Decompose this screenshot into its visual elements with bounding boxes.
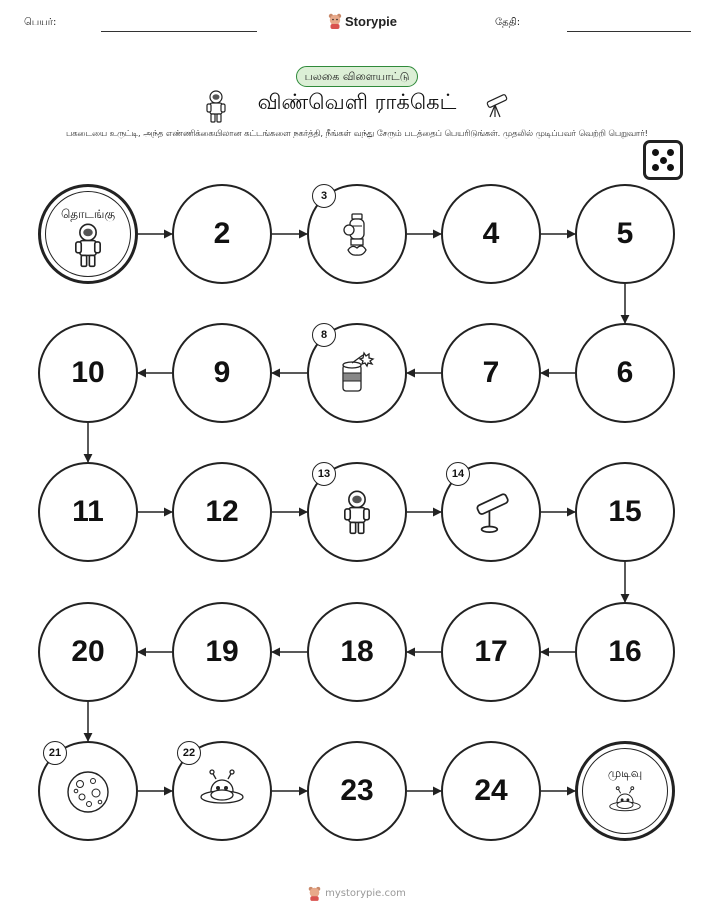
space-number: 15 bbox=[608, 495, 642, 528]
footer-url[interactable]: mystorypie.com bbox=[325, 888, 406, 899]
food-can-icon bbox=[337, 351, 377, 399]
space-number-badge: 13 bbox=[312, 462, 336, 486]
board-space-6[interactable] bbox=[575, 323, 675, 423]
board-space-9[interactable] bbox=[172, 323, 272, 423]
alien-ufo-icon bbox=[608, 786, 642, 822]
finish-space[interactable] bbox=[575, 741, 675, 841]
board-space-19[interactable] bbox=[172, 602, 272, 702]
board-space-2[interactable] bbox=[172, 184, 272, 284]
brand-name: Storypie bbox=[345, 13, 398, 29]
board-space-12[interactable] bbox=[172, 462, 272, 562]
space-lamp-icon bbox=[340, 212, 374, 262]
board-space-17[interactable] bbox=[441, 602, 541, 702]
board-space-10[interactable] bbox=[38, 323, 138, 423]
board-space-13[interactable] bbox=[307, 462, 407, 562]
board-space-8[interactable] bbox=[307, 323, 407, 423]
space-number: 10 bbox=[71, 356, 105, 389]
astronaut-icon bbox=[73, 223, 103, 273]
board-space-23[interactable] bbox=[307, 741, 407, 841]
name-label: பெயர்: bbox=[24, 17, 57, 28]
footer bbox=[0, 886, 714, 901]
date-label: தேதி: bbox=[495, 17, 521, 28]
board-space-16[interactable] bbox=[575, 602, 675, 702]
space-number: 12 bbox=[205, 495, 239, 528]
space-number: 19 bbox=[205, 635, 239, 668]
space-number-badge: 14 bbox=[446, 462, 470, 486]
finish-label: முடிவு bbox=[607, 766, 643, 780]
board-space-18[interactable] bbox=[307, 602, 407, 702]
space-number: 7 bbox=[482, 356, 500, 389]
space-number: 5 bbox=[616, 217, 634, 250]
space-number: 23 bbox=[340, 774, 374, 807]
space-number: 17 bbox=[474, 635, 508, 668]
space-number: 24 bbox=[474, 774, 508, 807]
start-space[interactable] bbox=[38, 184, 138, 284]
board-space-14[interactable] bbox=[441, 462, 541, 562]
space-number: 6 bbox=[616, 356, 634, 389]
board-space-21[interactable] bbox=[38, 741, 138, 841]
space-number-badge: 21 bbox=[43, 741, 67, 765]
space-number: 20 bbox=[71, 635, 105, 668]
board-space-11[interactable] bbox=[38, 462, 138, 562]
instructions: பகடையை உருட்டி, அந்த எண்ணிக்கையிலான கட்டங்களை நகர்த்தி, நீங்கள் வந்து சேரும் படத்தைப் பெயரிடுங்கள். முதலில் முடிப்பவர் வெற்றி பெறுவார்! bbox=[66, 128, 648, 138]
game-type-badge: பலகை விளையாட்டு bbox=[296, 66, 418, 87]
space-number: 16 bbox=[608, 635, 642, 668]
space-number-badge: 22 bbox=[177, 741, 201, 765]
astronaut-icon bbox=[342, 490, 372, 540]
telescope-icon bbox=[467, 490, 515, 538]
page-title: விண்வெளி ராக்கெட் bbox=[257, 90, 457, 114]
space-number-badge: 3 bbox=[312, 184, 336, 208]
space-number: 11 bbox=[72, 495, 104, 528]
start-label: தொடங்கு bbox=[60, 207, 116, 221]
board-space-7[interactable] bbox=[441, 323, 541, 423]
board-space-5[interactable] bbox=[575, 184, 675, 284]
space-number-badge: 8 bbox=[312, 323, 336, 347]
space-number: 9 bbox=[213, 356, 231, 389]
board-space-3[interactable] bbox=[307, 184, 407, 284]
board-space-24[interactable] bbox=[441, 741, 541, 841]
board-space-15[interactable] bbox=[575, 462, 675, 562]
board-space-4[interactable] bbox=[441, 184, 541, 284]
space-number: 2 bbox=[213, 217, 231, 250]
space-number: 4 bbox=[482, 217, 500, 250]
space-number: 18 bbox=[340, 635, 374, 668]
board-space-22[interactable] bbox=[172, 741, 272, 841]
bear-logo-icon bbox=[308, 886, 321, 901]
board-space-20[interactable] bbox=[38, 602, 138, 702]
alien-ufo-icon bbox=[199, 769, 245, 817]
moon-icon bbox=[65, 769, 111, 819]
